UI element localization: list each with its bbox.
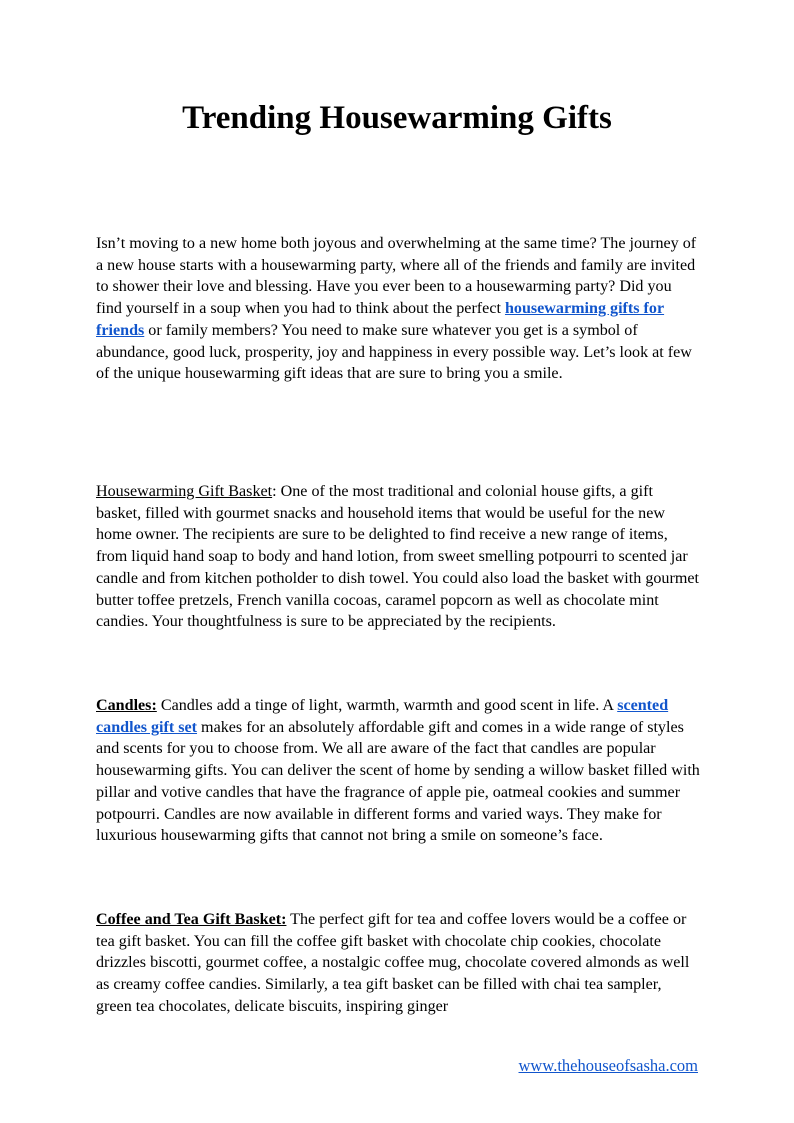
intro-text-end: or family members? You need to make sure whatever you get is a symbol of abundance, good luck, prosperity, joy and happiness in every possible way. Let’s look at few of the unique housewarming gift ideas that are sure to bring you a smile.	[96, 321, 692, 383]
footer-website-link[interactable]: www.thehouseofsasha.com	[518, 1056, 698, 1075]
gift-basket-text: : One of the most traditional and colonial house gifts, a gift basket, filled with gourmet snacks and household items that would be useful for the new home owner. The recipients are sure to be delighted to find receive a new range of items, from liquid hand soap to body and hand lotion, from sweet smelling potpourri to scented jar candle and from kitchen potholder to dish towel. You could also load the basket with gourmet butter toffee pretzels, French vanilla cocoas, caramel popcorn as well as chocolate mint candies. Your thoughtfulness is sure to be appreciated by the recipients.	[96, 483, 699, 631]
candles-heading: Candles:	[96, 697, 157, 714]
coffee-tea-heading: Coffee and Tea Gift Basket:	[96, 911, 287, 928]
intro-text-start: Isn’t moving to a new home both joyous and overwhelming at the same time? The journey of a new house starts with a housewarming party, where all of the friends and family are invited to shower their love and blessing. Have you ever been to a housewarming party? Did you find yourself in a soup when you had to think about the perfect	[96, 235, 697, 318]
gift-basket-paragraph	[96, 481, 701, 633]
coffee-tea-text: The perfect gift for tea and coffee lovers would be a coffee or tea gift basket. You can fill the coffee gift basket with chocolate chip cookies, chocolate drizzles biscotti, gourmet coffee, a nostalgic coffee mug, chocolate covered almonds as well as creamy coffee candies. Similarly, a tea gift basket can be filled with chai tea sampler, green tea chocolates, delicate biscuits, inspiring ginger	[96, 911, 690, 1015]
intro-paragraph	[96, 233, 701, 385]
candles-text-end: makes for an absolutely affordable gift and comes in a wide range of styles and scents for you to choose from. We all are aware of the fact that candles are popular housewarming gifts. You can deliver the scent of home by sending a willow basket filled with pillar and votive candles that have the fragrance of apple pie, oatmeal cookies and summer potpourri. Candles are now available in different forms and varied ways. They make for luxurious housewarming gifts that cannot not bring a smile on someone’s face.	[96, 718, 700, 845]
page-title: Trending Housewarming Gifts	[182, 100, 612, 136]
candles-text-start: Candles add a tinge of light, warmth, warmth and good scent in life. A	[156, 697, 618, 714]
housewarming-gifts-link[interactable]: housewarming gifts for friends	[96, 300, 665, 339]
candles-paragraph	[96, 695, 701, 847]
gift-basket-heading: Housewarming Gift Basket	[96, 483, 273, 500]
coffee-tea-paragraph	[96, 909, 701, 1018]
scented-candles-link[interactable]: scented candles gift set	[96, 697, 669, 736]
